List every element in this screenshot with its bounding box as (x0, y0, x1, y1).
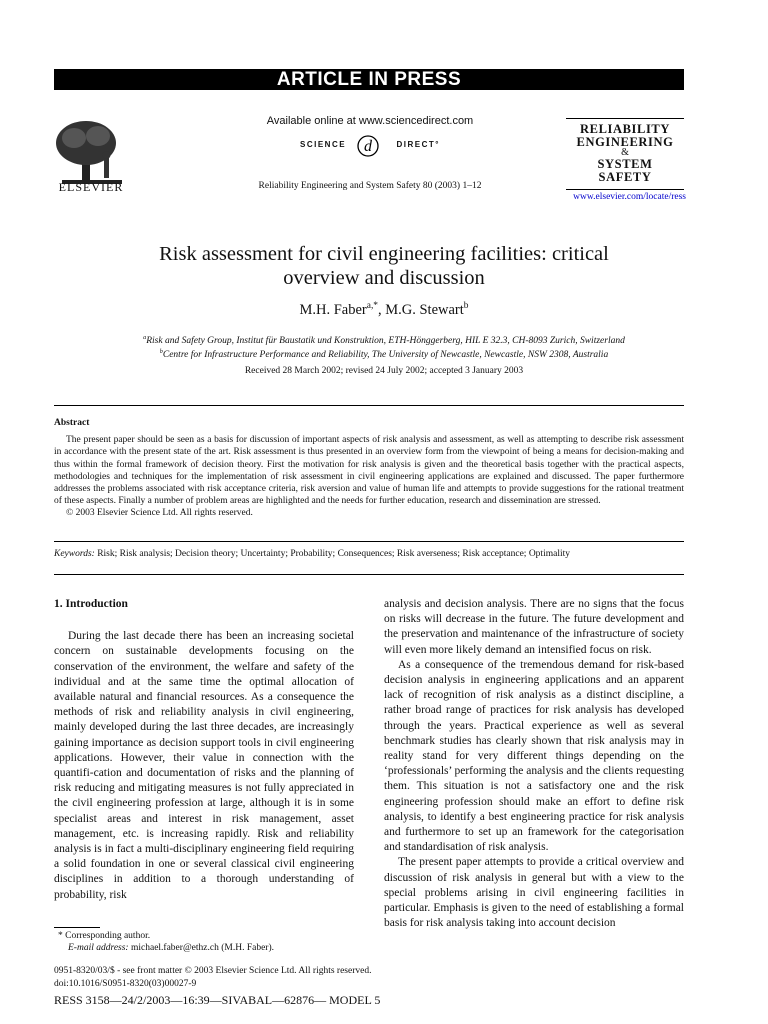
keywords (54, 549, 684, 559)
keywords-bottom-rule (54, 574, 684, 575)
intro-paragraph-1: During the last decade there has been an increasing societal concern on sustainable developments focusing on the conservation of the environment, the welfare and safety of the individual and at the same time the optimal allocation of available natural and financial resources. As a consequence the methods of risk and reliability analysis in civil engineering, mainly developed during the last three decades, are increasingly gaining importance as decision support tools in civil engineering applications. However, their value in connection with the quantifi-cation and documentation of risks and the planning of risk reducing and mitigating measures is not fully appreciated in the civil engineering profession at large, although it is in some specialist areas and interest in risk management, asset management, etc. is increasing rapidly. Risk and reliability analysis is in fact a multi-disciplinary engineering field requiring a solid foundation in one or several classical civil engineering disciplines in addition to a thorough understanding of probability, risk (54, 630, 354, 901)
svg-text:d: d (364, 138, 372, 155)
journal-logo-line1: RELIABILITY (580, 122, 670, 136)
abstract-bottom-rule (54, 541, 684, 542)
available-online-text: Available online at www.sciencedirect.com (266, 115, 474, 127)
paper-title (90, 242, 678, 290)
affiliation-a (60, 334, 708, 348)
intro-paragraph-3: The present paper attempts to provide a critical overview and discussion of risk analysis in general but with a view to the special problems arising in civil engineering facilities in particular. Emphasis is given to the need of establishing a formal basis for risk analysis taking into account decision (384, 856, 684, 930)
abstract (54, 417, 684, 520)
journal-logo-line4: SYSTEM (597, 157, 653, 171)
sciencedirect-d-icon (355, 132, 381, 158)
affiliations (60, 334, 708, 362)
keywords-text: Risk; Risk analysis; Decision theory; Uncertainty; Probability; Consequences; Risk averseness; Risk acceptance; Optimality (97, 549, 570, 559)
email-address: michael.faber@ethz.ch (M.H. Faber). (128, 943, 274, 953)
affiliation-b-mark: b (159, 348, 163, 355)
sciencedirect-logo (300, 132, 440, 160)
doi-line: doi:10.1016/S0951-8320(03)00027-9 (54, 978, 197, 989)
publisher-name: ELSEVIER (58, 180, 124, 194)
author-separator: , (378, 302, 386, 318)
email-note (54, 942, 374, 954)
affiliation-b-text: Centre for Infrastructure Performance and Reliability, The University of Newcastle, Newcastle, NSW 2308, Australia (162, 350, 609, 360)
intro-paragraph-2: As a consequence of the tremendous demand for risk-based decision analysis in engineering applications and an apparent lack of recognition of risk analysis as a distinct discipline, a rather broad range of practices for risk analysis has developed through the years. Practical experience as well as several benchmark studies has clearly shown that risk analysis may in reality stand for very different things depending on the ‘professionals’ performing the analysis and the clients requesting them. This situation is not a satisfactory one and the risk engineering profession should make an effort to define risk analysis, to identify a best engineering practice for risk analysis and furthermore to set up an framework for the categorisation and standardisation of risk analysis. (384, 658, 684, 854)
left-column (54, 597, 354, 903)
journal-logo-line5: SAFETY (598, 169, 652, 184)
abstract-top-rule (54, 405, 684, 406)
article-in-press-banner: ARTICLE IN PRESS (54, 69, 684, 90)
keywords-label: Keywords: (54, 549, 95, 559)
corresponding-author-note: * Corresponding author. (58, 931, 151, 941)
author-2: M.G. Stewart (385, 302, 464, 318)
author-list (120, 302, 648, 319)
sciencedirect-right-word: DIRECT° (396, 140, 440, 149)
footnote (54, 930, 374, 954)
email-label: E-mail address: (68, 943, 129, 953)
sciencedirect-left-word: SCIENCE (300, 140, 347, 149)
received-dates: Received 28 March 2002; revised 24 July 2002; accepted 3 January 2003 (244, 366, 524, 376)
affiliation-a-mark: a (143, 334, 147, 341)
front-matter-line-1: 0951-8320/03/$ - see front matter © 2003 Elsevier Science Ltd. All rights reserved. (54, 966, 372, 976)
journal-citation: Reliability Engineering and System Safety 80 (2003) 1–12 (258, 181, 482, 191)
author-1-affil: a,* (366, 301, 378, 312)
journal-logo (566, 118, 684, 190)
affiliation-b (60, 348, 708, 362)
journal-logo-line2: ENGINEERING (576, 134, 674, 149)
intro-paragraph-1-continued: analysis and decision analysis. There are no signs that the focus on risks will decrease in the future. The future development and the preservation and maintenance of the infrastructure of society will even more likely demand an intensified focus on risk. (384, 598, 684, 656)
author-2-affil: b (463, 301, 469, 312)
front-matter (54, 965, 454, 990)
ress-model-line: RESS 3158—24/2/2003—16:39—SIVABAL—62876— MODEL 5 (54, 993, 381, 1007)
right-column (384, 597, 684, 931)
footnote-rule (54, 927, 100, 928)
journal-logo-line3: & (621, 147, 629, 158)
journal-url-link[interactable]: www.elsevier.com/locate/ress (573, 192, 686, 202)
author-1: M.H. Faber (299, 302, 367, 318)
abstract-text: The present paper should be seen as a basis for discussion of important aspects of risk analysis and assessment, as well as attempting to describe risk assessment in accordance with the present state of the art. Risk assessment is thus presented in an overview form from the viewpoint of being a means for decision-making and thus within the formal framework of decision theory. First the motivation for risk analysis is given and the theoretical basis together with the practical aspects, methodologies and techniques for the implementation of risk assessment in civil engineering applications are explained and discussed. The paper furthermore addresses the problems associated with risk acceptance criteria, risk aversion and value of human life and attempts to provide suggestions for the rational treatment of these aspects. Finally a number of problem areas are highlighted and the needs for further education, research and dissemination are stressed. (54, 435, 684, 507)
abstract-copyright: © 2003 Elsevier Science Ltd. All rights reserved. (66, 508, 253, 519)
affiliation-a-text: Risk and Safety Group, Institut für Baustatik und Konstruktion, ETH-Hönggerberg, HIL E 32.3, CH-8093 Zurich, Switzerland (146, 336, 625, 346)
abstract-heading: Abstract (54, 418, 90, 428)
title-line-1: Risk assessment for civil engineering facilities: critical (159, 243, 609, 265)
section-heading: 1. Introduction (54, 598, 128, 610)
title-line-2: overview and discussion (283, 267, 485, 289)
